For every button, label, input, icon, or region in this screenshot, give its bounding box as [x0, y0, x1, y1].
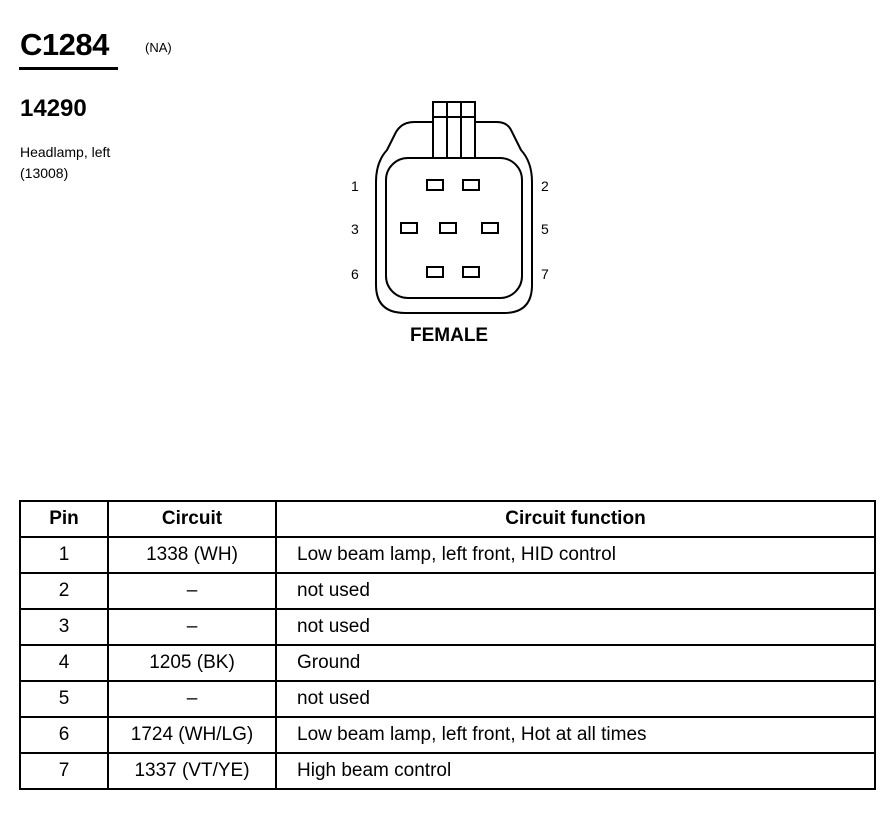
header-function: Circuit function [276, 501, 875, 537]
cavity-6 [427, 267, 443, 277]
cell-circuit: – [108, 681, 276, 717]
table-row [20, 753, 875, 789]
cell-circuit: – [108, 609, 276, 645]
cell-circuit: 1724 (WH/LG) [108, 717, 276, 753]
description-line1: Headlamp, left [20, 144, 111, 160]
header-pin: Pin [20, 501, 108, 537]
table-row [20, 537, 875, 573]
part-number: 14290 [20, 95, 87, 122]
pin-label-3: 3 [351, 221, 359, 237]
pin-label-5: 5 [541, 221, 549, 237]
cell-function: High beam control [276, 753, 875, 789]
cell-function: Low beam lamp, left front, HID control [276, 537, 875, 573]
cell-function: not used [276, 681, 875, 717]
table-header-row [20, 501, 875, 537]
table-row [20, 645, 875, 681]
cell-pin: 1 [20, 537, 108, 573]
pin-label-7: 7 [541, 266, 549, 282]
pin-table [19, 500, 876, 790]
cell-pin: 6 [20, 717, 108, 753]
cavity-5 [482, 223, 498, 233]
cell-function: Low beam lamp, left front, Hot at all times [276, 717, 875, 753]
cell-pin: 4 [20, 645, 108, 681]
cavity-3 [401, 223, 417, 233]
cell-circuit: 1338 (WH) [108, 537, 276, 573]
market-code: (NA) [145, 40, 172, 55]
cell-circuit: 1205 (BK) [108, 645, 276, 681]
cavity-7 [463, 267, 479, 277]
cavity-1 [427, 180, 443, 190]
cell-pin: 3 [20, 609, 108, 645]
gender-label: FEMALE [410, 325, 489, 346]
cell-pin: 5 [20, 681, 108, 717]
cell-circuit: 1337 (VT/YE) [108, 753, 276, 789]
cavity-2 [463, 180, 479, 190]
connector-id: C1284 [20, 27, 109, 62]
header-circuit: Circuit [108, 501, 276, 537]
cell-function: not used [276, 609, 875, 645]
description-line2: (13008) [20, 165, 69, 181]
cell-function: not used [276, 573, 875, 609]
cell-circuit: – [108, 573, 276, 609]
cell-pin: 7 [20, 753, 108, 789]
table-row [20, 609, 875, 645]
pin-label-2: 2 [541, 178, 549, 194]
cell-pin: 2 [20, 573, 108, 609]
pin-label-1: 1 [351, 178, 359, 194]
pin-label-6: 6 [351, 266, 359, 282]
table-row [20, 681, 875, 717]
table-row [20, 717, 875, 753]
cavity-4 [440, 223, 456, 233]
cell-function: Ground [276, 645, 875, 681]
table-row [20, 573, 875, 609]
